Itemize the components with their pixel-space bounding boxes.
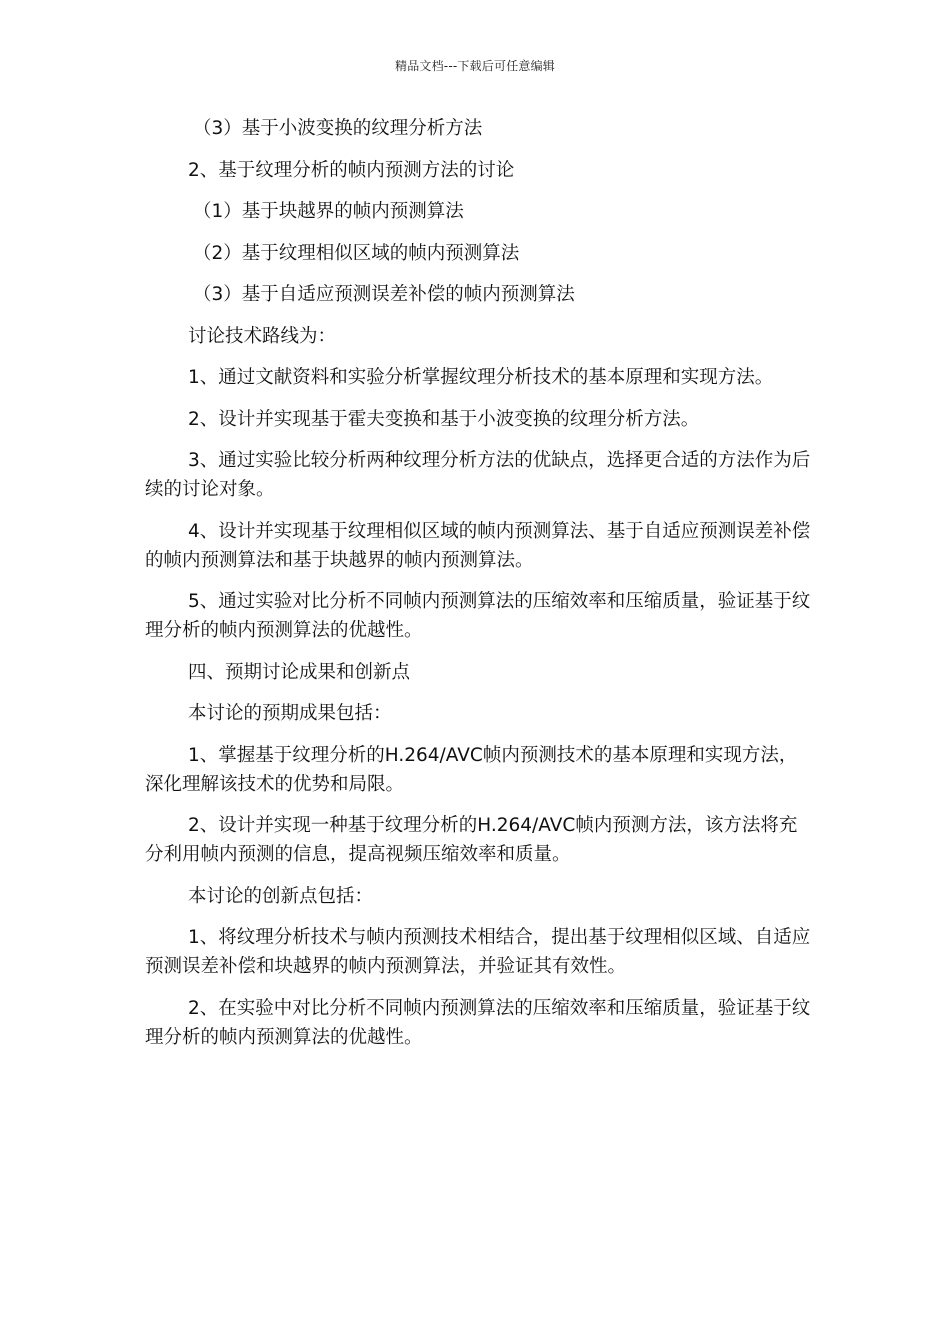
paragraph-innovation-1: 1、将纹理分析技术与帧内预测技术相结合，提出基于纹理相似区域、自适应预测误差补偿和块越界的帧内预测算法，并验证其有效性。 xyxy=(145,927,811,977)
paragraph-section-four-heading: 四、预期讨论成果和创新点 xyxy=(188,661,411,683)
paragraph-expected-result-2: 2、设计并实现一种基于纹理分析的H.264/AVC帧内预测方法，该方法将充分利用帧内预测的信息，提高视频压缩效率和质量。 xyxy=(145,815,798,865)
paragraph-route-step-2: 2、设计并实现基于霍夫变换和基于小波变换的纹理分析方法。 xyxy=(188,408,700,430)
paragraph-route-step-4: 4、设计并实现基于纹理相似区域的帧内预测算法、基于自适应预测误差补偿的帧内预测算法和基于块越界的帧内预测算法。 xyxy=(145,520,811,571)
paragraph-intra-prediction-discussion: 2、基于纹理分析的帧内预测方法的讨论 xyxy=(188,159,515,181)
paragraph-block-boundary-algorithm: （1）基于块越界的帧内预测算法 xyxy=(193,201,464,222)
paragraph-route-step-3: 3、通过实验比较分析两种纹理分析方法的优缺点，选择更合适的方法作为后续的讨论对象。 xyxy=(145,450,811,500)
paragraph-expected-results-heading: 本讨论的预期成果包括： xyxy=(188,703,392,724)
paragraph-innovation-2: 2、在实验中对比分析不同帧内预测算法的压缩效率和压缩质量，验证基于纹理分析的帧内预测算法的优越性。 xyxy=(145,997,811,1048)
paragraph-technical-route-heading: 讨论技术路线为： xyxy=(188,325,337,347)
document-body xyxy=(145,114,815,1064)
paragraph-route-step-1: 1、通过文献资料和实验分析掌握纹理分析技术的基本原理和实现方法。 xyxy=(188,367,774,388)
paragraph-innovations-heading: 本讨论的创新点包括： xyxy=(188,885,374,907)
paragraph-adaptive-error-algorithm: （3）基于自适应预测误差补偿的帧内预测算法 xyxy=(193,284,575,305)
paragraph-texture-similar-algorithm: （2）基于纹理相似区域的帧内预测算法 xyxy=(193,242,520,264)
paragraph-route-step-5: 5、通过实验对比分析不同帧内预测算法的压缩效率和压缩质量，验证基于纹理分析的帧内预测算法的优越性。 xyxy=(145,591,811,641)
page-header-watermark: 精品文档---下载后可任意编辑 xyxy=(395,59,555,73)
paragraph-expected-result-1: 1、掌握基于纹理分析的H.264/AVC帧内预测技术的基本原理和实现方法，深化理解该技术的优势和局限。 xyxy=(145,744,798,795)
paragraph-wavelet-method: （3）基于小波变换的纹理分析方法 xyxy=(193,118,483,139)
